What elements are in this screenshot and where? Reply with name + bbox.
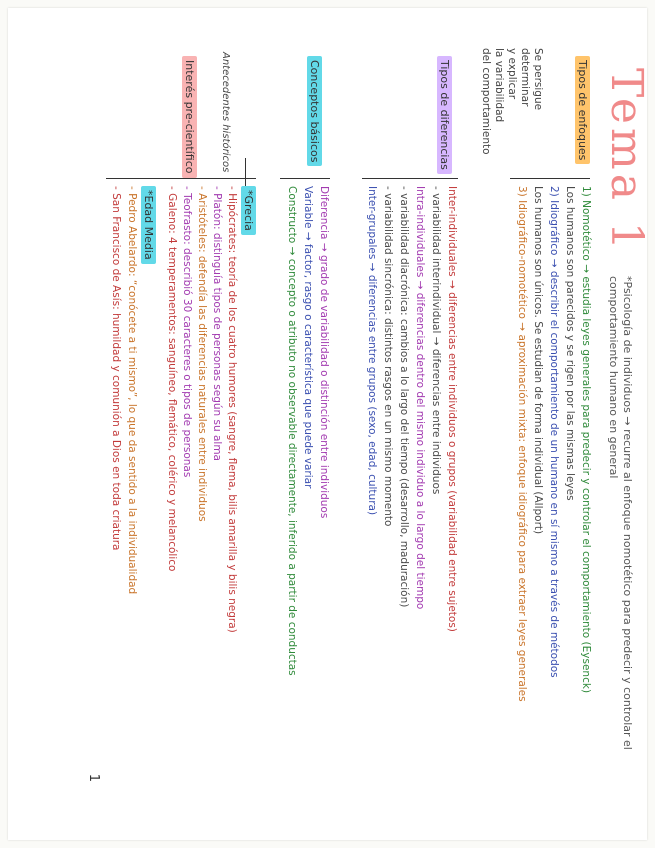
- interes-bracket: [106, 178, 256, 179]
- page-number: 1: [86, 773, 101, 782]
- side-note-line-3: y explicar: [506, 48, 518, 100]
- diferencias-bracket: [362, 178, 458, 179]
- tipos-enfoques-label-wrap: [575, 56, 594, 164]
- enfoques-bracket: [510, 178, 590, 179]
- diferencias-line-1: Inter-individuales → diferencias entre individuos o grupos (variabilidad entre sujetos): [446, 186, 458, 632]
- intro-text: *Psicología de individuos → recurre al enfoque nomotético para predecir y controlar el comportamiento humano en general: [607, 276, 634, 750]
- enfoque-line-3: 2) Idiográfico → describir el comportamiento de un humano en sí mismo a través de métodos: [548, 186, 560, 678]
- interes-line-5: - Teofrasto: describió 30 caracteres o tipos de personas: [181, 186, 193, 478]
- enfoque-line-1: 1) Nomotético → estudia leyes generales para predecir y controlar el comportamiento (Eysenck): [580, 186, 592, 694]
- interes-line-8: - Pedro Abelardo: “conócete a ti mismo”, lo que da sentido a la individualidad: [126, 186, 138, 595]
- enfoque-line-2: Los humanos son parecidos y se rigen por las mismas leyes: [564, 186, 576, 501]
- conceptos-bracket: [280, 178, 330, 179]
- conceptos-line-1: Diferencia → grado de variabilidad o distinción entre individuos: [318, 186, 330, 519]
- conceptos-label-wrap: [307, 56, 326, 166]
- tipos-enfoques-label: Tipos de enfoques: [575, 56, 590, 164]
- side-note-line-4: la variabilidad: [493, 48, 505, 123]
- side-note: [479, 48, 544, 168]
- enfoque-line-4: Los humanos son únicos. Se estudian de forma individual (Allport): [532, 186, 544, 535]
- side-note-line-2: determinar: [519, 48, 531, 107]
- diferencias-line-6: Inter-grupales → diferencias entre grupos (sexo, edad, cultura): [366, 186, 378, 516]
- conceptos-line-3: Constructo → concepto o atributo no observable directamente, inferido a partir de conductas: [286, 186, 298, 676]
- side-note2: Antecedentes históricos: [220, 52, 231, 173]
- tipos-diferencias-label: Tipos de diferencias: [437, 56, 452, 174]
- interes-label: Interés pre-científico: [182, 56, 197, 178]
- interes-line-7: *Edad Media: [141, 186, 156, 264]
- interes-label-wrap: [182, 56, 201, 178]
- diferencias-line-2: - variabilidad interindividual → diferencias entre individuos: [430, 186, 442, 495]
- diferencias-line-3: Intra-individuales → diferencias dentro del mismo individuo a lo largo del tiempo: [414, 186, 426, 610]
- diferencias-line-4: - variabilidad diacrónica: cambios a lo largo del tiempo (desarrollo, maduración): [398, 186, 410, 608]
- interes-line-6: - Galeno: 4 temperamentos: sanguíneo, flemático, colérico y melancólico: [166, 186, 178, 572]
- interes-line-4: - Aristóteles: defendía las diferencias naturales entre individuos: [196, 186, 208, 522]
- interes-line-9: - San Francisco de Asís: humildad y comunión a Dios en toda criatura: [110, 186, 122, 551]
- conceptos-line-2: Variable → factor, rasgo o característica que puede variar: [302, 186, 314, 489]
- interes-line-3: - Platón: distinguía tipos de personas según su alma: [211, 186, 223, 461]
- side-note-line-1: Se persigue: [532, 48, 544, 111]
- side-note-line-5: del comportamiento: [480, 48, 492, 155]
- diferencias-line-5: - variabilidad sincrónica: distintos rasgos en un mismo momento: [382, 186, 394, 527]
- interes-line-2: - Hipócrates: teoría de los cuatro humores (sangre, flema, bilis amarilla y bilis negra): [226, 186, 238, 633]
- page-title: Tema 1: [601, 68, 652, 254]
- enfoque-line-5: 3) Idiográfico-nomotético → aproximación mixta: enfoque idiográfico para extraer leyes generales: [516, 186, 528, 702]
- notebook-page: [8, 8, 652, 840]
- rotated-content: [26, 38, 655, 838]
- conceptos-label: Conceptos básicos: [307, 56, 322, 166]
- interes-line-1: *Grecia: [241, 186, 256, 235]
- tipos-diferencias-label-wrap: [437, 56, 456, 174]
